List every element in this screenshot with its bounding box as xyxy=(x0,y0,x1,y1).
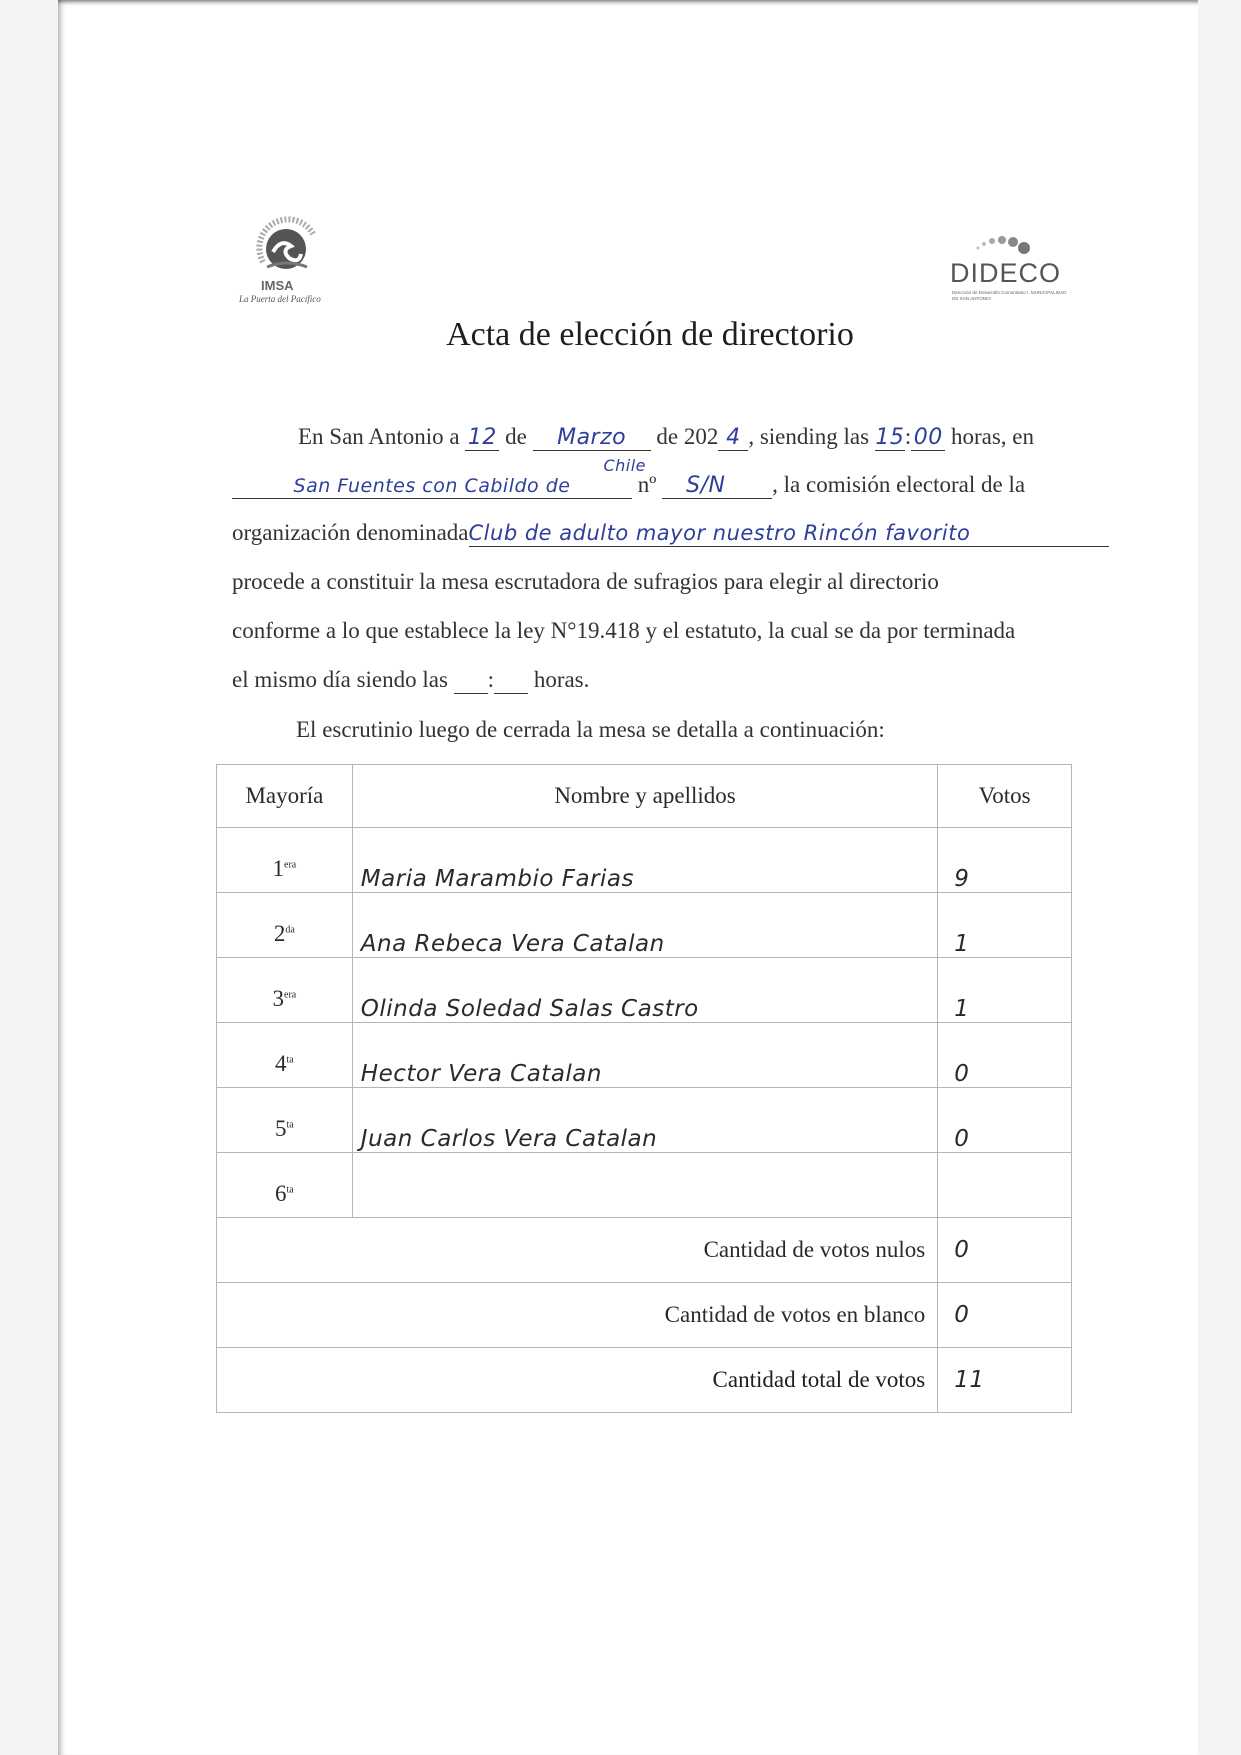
text-fragment: , la comisión electoral de la xyxy=(772,472,1026,497)
imsa-logo xyxy=(233,212,343,312)
number-value: S/N xyxy=(686,473,726,498)
paragraph-line-1 xyxy=(298,424,1034,451)
dideco-logo xyxy=(944,228,1067,308)
dideco-subtitle: Dirección de Desarrollo Comunitario I. MUNICIPALIDAD DE SAN ANTONIO xyxy=(952,290,1067,301)
total-row xyxy=(217,1348,1072,1413)
rank-cell xyxy=(217,1153,353,1218)
text-fragment: de 202 xyxy=(656,424,719,449)
rank-suffix: ta xyxy=(286,1054,294,1066)
candidate-votes: 0 xyxy=(938,1023,1072,1088)
blanco-label: Cantidad de votos en blanco xyxy=(217,1283,938,1348)
close-minute-field xyxy=(494,667,528,694)
text-fragment: , siending las xyxy=(748,424,870,449)
candidate-votes: 1 xyxy=(938,958,1072,1023)
total-label xyxy=(217,1348,938,1413)
rank-number: 1 xyxy=(272,856,285,881)
table-row xyxy=(217,1088,1072,1153)
nulos-row xyxy=(217,1218,1072,1283)
hour-field xyxy=(875,424,905,451)
paragraph-line-2 xyxy=(232,456,1026,499)
nulos-value: 0 xyxy=(938,1218,1072,1283)
text-fragment: organización denominada xyxy=(232,520,469,545)
paragraph-line-6 xyxy=(232,667,589,694)
address-extra-value: Chile xyxy=(603,456,646,475)
candidate-name: Hector Vera Catalan xyxy=(352,1023,937,1088)
candidate-name: Maria Marambio Farias xyxy=(352,828,937,893)
address-value: San Fuentes con Cabildo de xyxy=(293,475,571,497)
rank-suffix: ta xyxy=(286,1119,294,1131)
paragraph-line-7: El escrutinio luego de cerrada la mesa se detalla a continuación: xyxy=(296,717,885,742)
candidate-name: Ana Rebeca Vera Catalan xyxy=(352,893,937,958)
votes-table xyxy=(216,764,1072,1413)
text-fragment: de xyxy=(505,424,527,449)
paragraph-line-3 xyxy=(232,520,1109,547)
text-fragment: horas. xyxy=(533,667,590,692)
total-value: 11 xyxy=(938,1348,1072,1413)
table-header-row xyxy=(217,765,1072,828)
table-row xyxy=(217,828,1072,893)
rank-cell xyxy=(217,958,353,1023)
candidate-name xyxy=(352,1153,937,1218)
table-row xyxy=(217,1023,1072,1088)
candidate-name: Olinda Soledad Salas Castro xyxy=(352,958,937,1023)
rank-suffix: da xyxy=(285,924,295,936)
text-fragment: En San Antonio a xyxy=(298,424,460,449)
blanco-value: 0 xyxy=(938,1283,1072,1348)
total-label-text: Cantidad total de votos xyxy=(712,1367,926,1392)
month-field xyxy=(533,424,651,451)
org-name-value: Club de adulto mayor nuestro Rincón favorito xyxy=(468,521,971,545)
table-row xyxy=(217,1153,1072,1218)
header-nombre: Nombre y apellidos xyxy=(352,765,937,828)
day-value: 12 xyxy=(467,425,497,450)
imsa-brand: IMSA xyxy=(261,278,294,293)
year-field xyxy=(718,424,748,451)
candidate-name: Juan Carlos Vera Catalan xyxy=(352,1088,937,1153)
candidate-votes: 9 xyxy=(938,828,1072,893)
year-value: 4 xyxy=(726,425,741,450)
day-field xyxy=(465,424,499,451)
header-mayoria: Mayoría xyxy=(217,765,353,828)
rank-suffix: era xyxy=(284,989,297,1001)
minute-field xyxy=(911,424,945,451)
minute-value: 00 xyxy=(913,425,943,450)
table-row xyxy=(217,958,1072,1023)
rank-cell xyxy=(217,893,353,958)
rank-number: 6 xyxy=(275,1181,287,1206)
rank-suffix: ta xyxy=(286,1184,294,1196)
nulos-label: Cantidad de votos nulos xyxy=(217,1218,938,1283)
address-field xyxy=(232,456,646,499)
imsa-motto: La Puerta del Pacífico xyxy=(239,294,321,304)
hour-value: 15 xyxy=(875,425,905,450)
rank-number: 4 xyxy=(275,1051,287,1076)
org-name-field xyxy=(469,520,1109,547)
imsa-seal-icon xyxy=(233,212,343,282)
rank-cell xyxy=(217,1088,353,1153)
paragraph-line-4: procede a constituir la mesa escrutadora de sufragios para elegir al directorio xyxy=(232,569,939,594)
rank-number: 5 xyxy=(275,1116,287,1141)
month-value: Marzo xyxy=(557,425,627,450)
close-hour-field xyxy=(454,667,488,694)
rank-number: 3 xyxy=(272,986,285,1011)
candidate-votes: 1 xyxy=(938,893,1072,958)
table-row xyxy=(217,893,1072,958)
paragraph-line-5: conforme a lo que establece la ley N°19.418 y el estatuto, la cual se da por terminada xyxy=(232,618,1016,643)
candidate-votes: 0 xyxy=(938,1088,1072,1153)
rank-suffix: era xyxy=(284,859,297,871)
candidate-votes xyxy=(938,1153,1072,1218)
rank-cell xyxy=(217,828,353,893)
header-votos: Votos xyxy=(938,765,1072,828)
text-fragment: nº xyxy=(637,472,657,497)
text-fragment: el mismo día siendo las xyxy=(232,667,448,692)
number-field xyxy=(662,472,772,499)
page-title: Acta de elección de directorio xyxy=(446,316,854,353)
dideco-brand: DIDECO xyxy=(950,258,1062,288)
blanco-row xyxy=(217,1283,1072,1348)
text-fragment: : xyxy=(487,667,495,692)
text-fragment: horas, en xyxy=(950,424,1034,449)
rank-number: 2 xyxy=(273,921,286,946)
rank-cell xyxy=(217,1023,353,1088)
text-fragment: : xyxy=(904,424,912,449)
